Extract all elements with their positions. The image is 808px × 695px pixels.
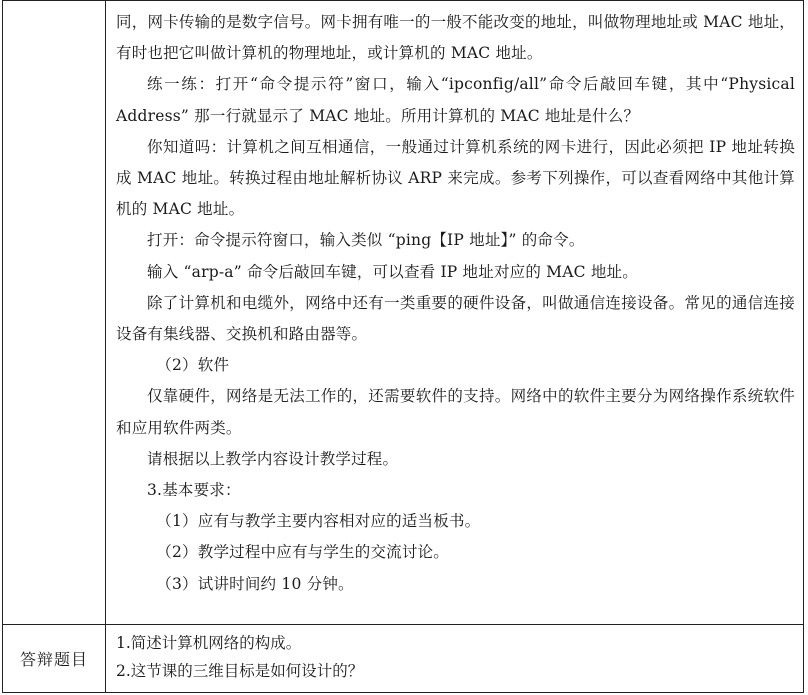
requirement-item-3: （3）试讲时间约 10 分钟。 — [156, 574, 354, 593]
defense-questions-cell — [106, 625, 804, 693]
content-row — [3, 1, 804, 625]
requirement-item-1: （1）应有与教学主要内容相对应的适当板书。 — [156, 512, 481, 531]
paragraph-software: 仅靠硬件，网络是无法工作的，还需要软件的支持。网络中的软件主要分为网络操作系统软件和应用软件两类。 — [116, 387, 795, 437]
section-heading-requirements: 3.基本要求： — [147, 481, 241, 500]
paragraph-design-instruction: 请根据以上教学内容设计教学过程。 — [147, 449, 399, 468]
requirement-item-2: （2）教学过程中应有与学生的交流讨论。 — [156, 543, 449, 562]
paragraph-arp: 输入 “arp-a” 命令后敲回车键，可以查看 IP 地址对应的 MAC 地址。 — [147, 262, 638, 281]
section-heading-software: （2）软件 — [156, 356, 230, 375]
defense-row — [3, 625, 804, 693]
paragraph-connection-devices: 除了计算机和电缆外，网络中还有一类重要的硬件设备，叫做通信连接设备。常见的通信连接设备有集线器、交换机和路由器等。 — [116, 293, 795, 344]
defense-question-1: 1.简述计算机网络的构成。 — [116, 634, 302, 652]
content-cell — [106, 1, 804, 625]
paragraph-practice: 练一练：打开“命令提示符”窗口，输入“ipconfig/all”命令后敲回车键，其中“Physical Address” 那一行就显示了 MAC 地址。所用计算机的 MAC 地址是什么？ — [116, 75, 795, 125]
paragraph-open-cmd: 打开：命令提示符窗口，输入类似 “ping【IP 地址】” 的命令。 — [147, 231, 585, 250]
defense-question-2: 2.这节课的三维目标是如何设计的？ — [116, 662, 364, 680]
paragraph-mac-address: 同，网卡传输的是数字信号。网卡拥有唯一的一般不能改变的地址，叫做物理地址或 MAC 地址，有时也把它叫做计算机的物理地址，或计算机的 MAC 地址。 — [116, 13, 795, 63]
document-table — [2, 0, 804, 693]
paragraph-did-you-know: 你知道吗：计算机之间互相通信，一般通过计算机系统的网卡进行，因此必须把 IP 地址转换成 MAC 地址。转换过程由地址解析协议 ARP 来完成。参考下列操作，可以查看网络中其他计算机的 MAC 地址。 — [116, 137, 795, 219]
empty-label-cell — [3, 1, 106, 625]
defense-label: 答辩题目 — [3, 625, 106, 693]
